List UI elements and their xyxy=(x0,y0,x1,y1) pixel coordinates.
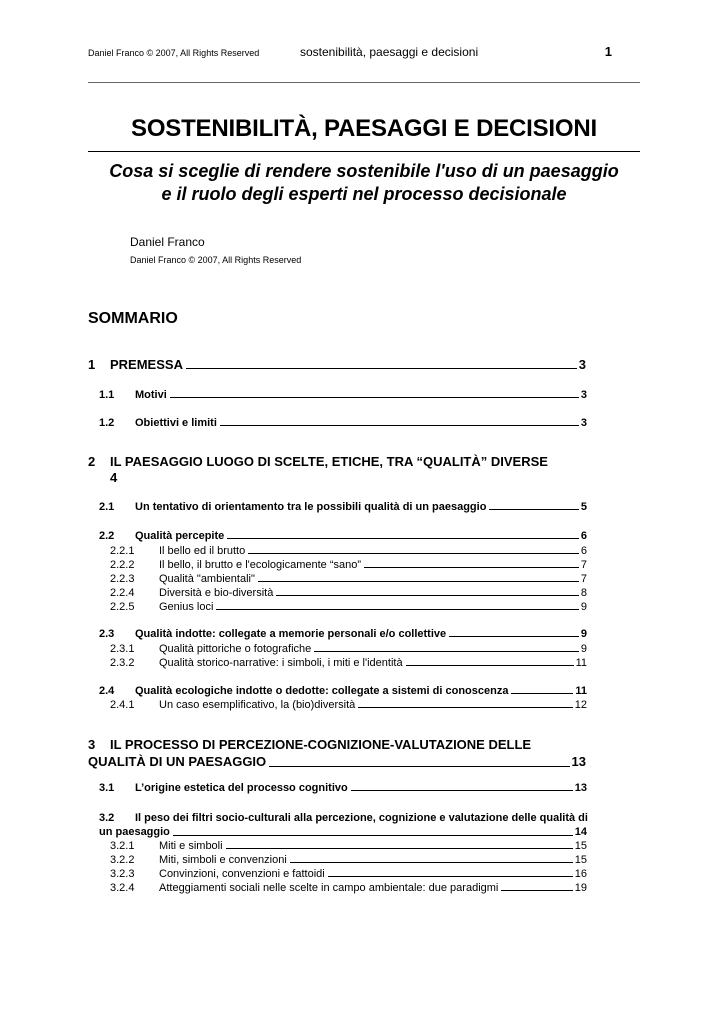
toc-leader xyxy=(248,553,579,554)
toc-page: 12 xyxy=(574,699,587,711)
toc-leader xyxy=(173,835,573,836)
toc-text: L’origine estetica del processo cognitivo xyxy=(135,782,348,794)
toc-page: 7 xyxy=(580,559,587,571)
toc-text: Atteggiamenti sociali nelle scelte in campo ambientale: due paradigmi xyxy=(159,882,499,894)
toc-number: 2.2.4 xyxy=(110,587,135,599)
toc-entry-2-3-1[interactable] xyxy=(110,643,587,655)
author-name: Daniel Franco xyxy=(130,235,205,249)
toc-entry-3-2-3[interactable] xyxy=(110,868,587,880)
toc-number: 2.2.3 xyxy=(110,573,135,585)
toc-entry-2-3-2[interactable] xyxy=(110,657,587,669)
toc-entry-2-2-2[interactable] xyxy=(110,559,587,571)
toc-number: 2.3.1 xyxy=(110,643,135,655)
toc-number: 1.1 xyxy=(99,389,115,401)
toc-entry-2-2-4[interactable] xyxy=(110,587,587,599)
toc-number: 3.2 xyxy=(99,812,115,824)
toc-text: Miti e simboli xyxy=(159,840,223,852)
toc-entry-3-2-4[interactable] xyxy=(110,882,587,894)
toc-number: 1 xyxy=(88,357,96,372)
toc-leader xyxy=(220,425,579,426)
toc-number: 2.3.2 xyxy=(110,657,135,669)
toc-text: Miti, simboli e convenzioni xyxy=(159,854,287,866)
toc-leader xyxy=(501,890,572,891)
toc-page: 9 xyxy=(580,628,587,640)
toc-leader xyxy=(314,651,579,652)
toc-entry-2-2-1[interactable] xyxy=(110,545,587,557)
toc-number: 3.1 xyxy=(99,782,115,794)
toc-entry-2-2-3[interactable] xyxy=(110,573,587,585)
toc-text: PREMESSA xyxy=(110,357,183,372)
toc-leader xyxy=(406,665,574,666)
toc-number: 2.4.1 xyxy=(110,699,135,711)
toc-number: 1.2 xyxy=(99,417,115,429)
toc-entry-3[interactable] xyxy=(88,736,590,770)
toc-entry-2-2-5[interactable] xyxy=(110,601,587,613)
toc-text: Il bello, il brutto e l'ecologicamente “sano” xyxy=(159,559,362,571)
page-header xyxy=(88,42,640,83)
header-copyright: Daniel Franco © 2007, All Rights Reserved xyxy=(88,48,260,58)
toc-leader xyxy=(489,509,578,510)
toc-page: 13 xyxy=(571,754,586,769)
toc-leader xyxy=(269,766,569,767)
toc-page: 4 xyxy=(110,470,118,485)
toc-number: 3.2.2 xyxy=(110,854,135,866)
toc-entry-3-2-1[interactable] xyxy=(110,840,587,852)
toc-entry-2-3[interactable] xyxy=(99,628,587,640)
toc-page: 6 xyxy=(580,530,587,542)
toc-text: Obiettivi e limiti xyxy=(135,417,217,429)
toc-page: 3 xyxy=(580,389,587,401)
toc-entry-1-1[interactable] xyxy=(99,389,587,401)
document-subtitle xyxy=(80,160,648,206)
toc-leader xyxy=(227,538,579,539)
author-copyright: Daniel Franco © 2007, All Rights Reserved xyxy=(130,255,302,265)
toc-entry-2-4[interactable] xyxy=(99,685,587,697)
toc-text: Qualità "ambientali" xyxy=(159,573,255,585)
toc-page: 11 xyxy=(575,657,587,669)
toc-number: 3 xyxy=(88,737,96,752)
toc-text: Qualità percepite xyxy=(135,530,225,542)
subtitle-line-2: e il ruolo degli esperti nel processo decisionale xyxy=(161,184,567,204)
toc-leader xyxy=(449,636,579,637)
toc-text-line-2: QUALITÀ DI UN PAESAGGIO xyxy=(88,754,267,769)
toc-page: 6 xyxy=(580,545,587,557)
toc-page: 5 xyxy=(580,501,587,513)
toc-entry-2-2[interactable] xyxy=(99,530,587,542)
toc-leader xyxy=(186,368,577,369)
toc-number: 3.2.3 xyxy=(110,868,135,880)
toc-leader xyxy=(276,595,579,596)
toc-leader xyxy=(290,862,573,863)
toc-number: 2.2.2 xyxy=(110,559,135,571)
toc-page: 11 xyxy=(575,685,587,697)
toc-page: 3 xyxy=(578,357,586,372)
toc-text: Un tentativo di orientamento tra le possibili qualità di un paesaggio xyxy=(135,501,487,513)
toc-heading: SOMMARIO xyxy=(88,310,178,327)
toc-entry-2-1[interactable] xyxy=(99,501,587,513)
subtitle-line-1: Cosa si sceglie di rendere sostenibile l'uso di un paesaggio xyxy=(109,161,619,181)
toc-text: Qualità indotte: collegate a memorie personali e/o collettive xyxy=(135,628,447,640)
toc-page: 16 xyxy=(574,868,587,880)
toc-number: 3.2.1 xyxy=(110,840,135,852)
toc-text: Qualità pittoriche o fotografiche xyxy=(159,643,312,655)
toc-number: 2.2 xyxy=(99,530,115,542)
toc-text: Diversità e bio-diversità xyxy=(159,587,274,599)
toc-entry-1-2[interactable] xyxy=(99,417,587,429)
toc-page: 7 xyxy=(580,573,587,585)
toc-entry-3-2-2[interactable] xyxy=(110,854,587,866)
toc-page: 9 xyxy=(580,601,587,613)
document-title: SOSTENIBILITÀ, PAESAGGI E DECISIONI xyxy=(88,115,640,152)
toc-leader xyxy=(328,876,573,877)
toc-text: Il bello ed il brutto xyxy=(159,545,246,557)
toc-text: Un caso esemplificativo, la (bio)diversità xyxy=(159,699,356,711)
toc-text: IL PAESAGGIO LUOGO DI SCELTE, ETICHE, TRA “QUALITÀ” DIVERSE xyxy=(110,454,548,469)
toc-number: 3.2.4 xyxy=(110,882,135,894)
toc-number: 2 xyxy=(88,454,96,469)
header-page-number: 1 xyxy=(604,44,612,59)
toc-text: Convinzioni, convenzioni e fattoidi xyxy=(159,868,325,880)
toc-leader xyxy=(358,707,573,708)
toc-entry-3-1[interactable] xyxy=(99,782,587,794)
toc-text-line-2: un paesaggio xyxy=(99,826,170,838)
toc-leader xyxy=(226,848,573,849)
toc-entry-2-4-1[interactable] xyxy=(110,699,587,711)
toc-page: 13 xyxy=(574,782,587,794)
toc-leader xyxy=(351,790,573,791)
toc-page: 3 xyxy=(580,417,587,429)
toc-entry-3-2[interactable] xyxy=(99,811,639,839)
toc-number: 2.2.5 xyxy=(110,601,135,613)
header-running-title: sostenibilità, paesaggi e decisioni xyxy=(300,45,479,59)
toc-page: 19 xyxy=(574,882,587,894)
toc-number: 2.2.1 xyxy=(110,545,135,557)
toc-leader xyxy=(511,693,573,694)
toc-entry-1[interactable] xyxy=(88,357,586,372)
toc-leader xyxy=(364,567,579,568)
toc-text: Genius loci xyxy=(159,601,214,613)
toc-number: 2.3 xyxy=(99,628,115,640)
toc-leader xyxy=(170,397,579,398)
toc-text: Motivi xyxy=(135,389,167,401)
toc-text-line-1: IL PROCESSO DI PERCEZIONE-COGNIZIONE-VALUTAZIONE DELLE xyxy=(110,737,532,752)
toc-text: Qualità storico-narrative: i simboli, i miti e l'identità xyxy=(159,657,403,669)
toc-number: 2.1 xyxy=(99,501,115,513)
toc-page: 15 xyxy=(574,854,587,866)
toc-text: Qualità ecologiche indotte o dedotte: collegate a sistemi di conoscenza xyxy=(135,685,509,697)
toc-page: 9 xyxy=(580,643,587,655)
toc-page: 8 xyxy=(580,587,587,599)
toc-leader xyxy=(258,581,579,582)
toc-number: 2.4 xyxy=(99,685,115,697)
toc-page: 15 xyxy=(574,840,587,852)
toc-entry-2[interactable] xyxy=(88,454,608,486)
toc-page: 14 xyxy=(574,826,587,838)
toc-text-line-1: Il peso dei filtri socio-culturali alla percezione, cognizione e valutazione delle qualità di xyxy=(135,812,588,824)
toc-leader xyxy=(216,609,578,610)
